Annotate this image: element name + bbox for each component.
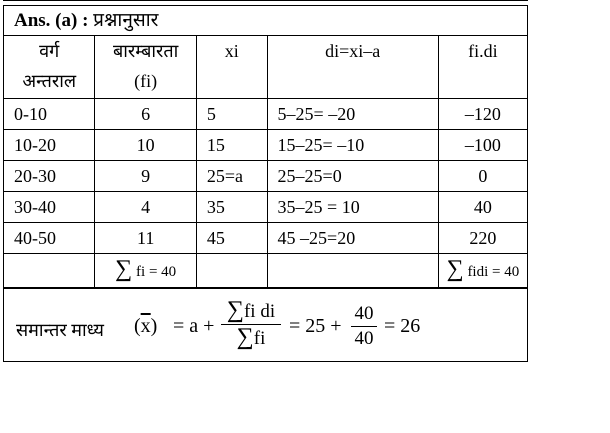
- fraction-bar: [351, 326, 377, 327]
- empty-cell: [196, 254, 267, 288]
- sum-fi-cell: ∑ fi = 40: [95, 254, 196, 288]
- cell-interval: 40-50: [4, 223, 95, 254]
- cell-di: 25–25=0: [267, 161, 438, 192]
- empty-cell: [267, 254, 438, 288]
- cell-interval: 10-20: [4, 130, 95, 161]
- cell-fi: 6: [95, 99, 196, 130]
- cell-fidi: 220: [438, 223, 527, 254]
- cell-interval: 20-30: [4, 161, 95, 192]
- col-header-di: di=xi–a: [267, 36, 438, 99]
- fraction-sum: ∑fi di ∑fi: [221, 299, 281, 350]
- top-rule: [3, 0, 528, 1]
- cell-fi: 11: [95, 223, 196, 254]
- cell-xi: 45: [196, 223, 267, 254]
- sigma-icon: ∑: [115, 256, 133, 282]
- answer-label: Ans. (a) :: [14, 10, 89, 31]
- sigma-icon: ∑: [446, 256, 464, 282]
- formula-result: = 26: [384, 315, 421, 337]
- cell-xi: 25=a: [196, 161, 267, 192]
- cell-fidi: –100: [438, 130, 527, 161]
- cell-di: 5–25= –20: [267, 99, 438, 130]
- cell-di: 35–25 = 10: [267, 192, 438, 223]
- top-tick: [327, 0, 339, 1]
- table-row: [4, 130, 527, 161]
- table-row: [4, 161, 527, 192]
- formula-eq-25: = 25 +: [289, 315, 342, 337]
- table-header-row: [4, 36, 527, 99]
- sum-fidi-cell: ∑ fidi = 40: [438, 254, 527, 288]
- col-header-frequency: बारम्बारता (fi): [95, 36, 196, 99]
- table-row: [4, 223, 527, 254]
- cell-interval: 30-40: [4, 192, 95, 223]
- cell-fidi: 0: [438, 161, 527, 192]
- cell-xi: 15: [196, 130, 267, 161]
- empty-cell: [4, 254, 95, 288]
- cell-xi: 5: [196, 99, 267, 130]
- col-header-xi: xi: [196, 36, 267, 99]
- col-header-class-interval: वर्ग अन्तराल: [4, 36, 95, 99]
- cell-interval: 0-10: [4, 99, 95, 130]
- sigma-icon: ∑: [236, 324, 254, 350]
- answer-header: [4, 6, 527, 36]
- mean-formula: [4, 288, 527, 362]
- cell-di: 15–25= –10: [267, 130, 438, 161]
- cell-fidi: 40: [438, 192, 527, 223]
- answer-intro: प्रश्नानुसार: [93, 10, 159, 31]
- table-row: [4, 192, 527, 223]
- cell-fidi: –120: [438, 99, 527, 130]
- table-sum-row: [4, 254, 527, 288]
- answer-box: [3, 5, 528, 362]
- fraction-values: 40 40: [351, 303, 377, 350]
- cell-di: 45 –25=20: [267, 223, 438, 254]
- table-row: [4, 99, 527, 130]
- cell-fi: 4: [95, 192, 196, 223]
- formula-eq-a: = a +: [173, 315, 215, 337]
- cell-fi: 9: [95, 161, 196, 192]
- col-header-fidi: fi.di: [438, 36, 527, 99]
- cell-fi: 10: [95, 130, 196, 161]
- cell-xi: 35: [196, 192, 267, 223]
- frequency-table: [4, 36, 527, 288]
- sigma-icon: ∑: [226, 297, 244, 323]
- formula-label: समान्तर माध्य: [16, 320, 104, 340]
- mean-symbol: $(\overline{x})$: [134, 315, 158, 337]
